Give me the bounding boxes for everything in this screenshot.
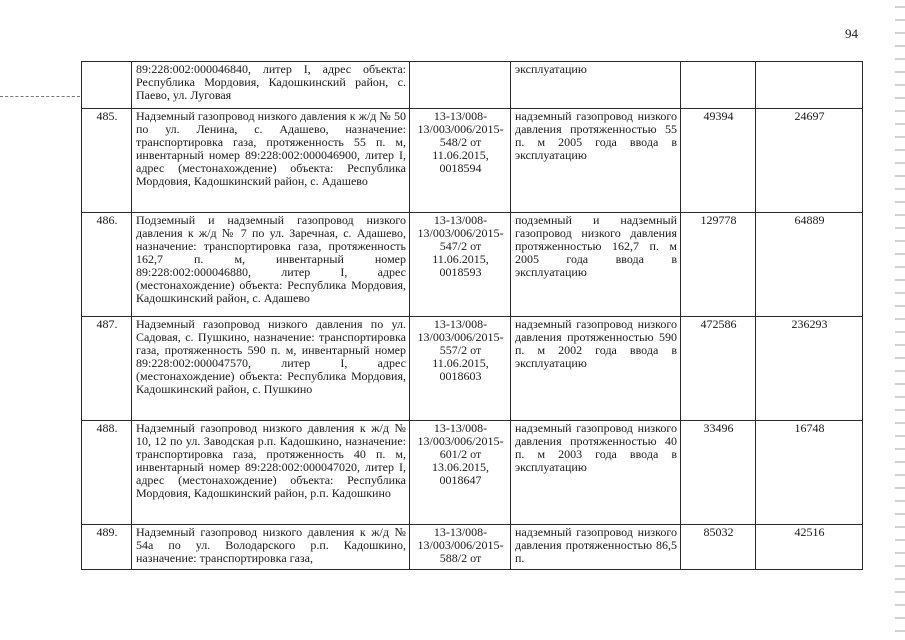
object-characteristics: подземный и надземный газопровод низкого давления протяженностью 162,7 п. м 2005 года ввода в эксплуатацию <box>511 213 681 317</box>
table-row <box>82 213 863 317</box>
table-row <box>82 62 863 109</box>
object-description: Надземный газопровод низкого давления к ж/д № 50 по ул. Ленина, с. Адашево, назначение: транспортировка газа, протяженность 55 п. м, инвентарный номер 89:228:002:000046900, литер I, адрес (местонахождение) объекта: Республика Мордовия, Кадошкинский район, с. Адашево <box>132 109 410 213</box>
registration-record <box>410 62 511 109</box>
object-characteristics: надземный газопровод низкого давления протяженностью 40 п. м 2003 года ввода в эксплуатацию <box>511 421 681 525</box>
value-1: 85032 <box>681 525 756 570</box>
table-row <box>82 317 863 421</box>
registration-record: 13-13/008-13/003/006/2015-547/2 от 11.06.2015, 0018593 <box>410 213 511 317</box>
value-1: 49394 <box>681 109 756 213</box>
registration-record: 13-13/008-13/003/006/2015-601/2 от 13.06.2015, 0018647 <box>410 421 511 525</box>
object-characteristics: надземный газопровод низкого давления протяженностью 590 п. м 2002 года ввода в эксплуатацию <box>511 317 681 421</box>
table-row <box>82 109 863 213</box>
value-2: 16748 <box>756 421 863 525</box>
table-row <box>82 421 863 525</box>
value-2: 236293 <box>756 317 863 421</box>
object-characteristics: эксплуатацию <box>511 62 681 109</box>
page-number: 94 <box>845 26 858 41</box>
object-characteristics: надземный газопровод низкого давления протяженностью 86,5 п. <box>511 525 681 570</box>
row-number: 487. <box>82 317 132 421</box>
object-characteristics: надземный газопровод низкого давления протяженностью 55 п. м 2005 года ввода в эксплуатацию <box>511 109 681 213</box>
scan-edge <box>895 0 905 640</box>
value-1: 472586 <box>681 317 756 421</box>
value-2 <box>756 62 863 109</box>
table-row <box>82 525 863 570</box>
registration-record: 13-13/008-13/003/006/2015-548/2 от 11.06.2015, 0018594 <box>410 109 511 213</box>
object-description: Надземный газопровод низкого давления к ж/д № 10, 12 по ул. Заводская р.п. Кадошкино, назначение: транспортировка газа, протяженность 40 п. м, инвентарный номер 89:228:002:000047020, литер I, адрес (местонахождение) объекта: Республика Мордовия, Кадошкинский район, р.п. Кадошкино <box>132 421 410 525</box>
value-1 <box>681 62 756 109</box>
value-2: 64889 <box>756 213 863 317</box>
row-number <box>82 62 132 109</box>
value-2: 24697 <box>756 109 863 213</box>
property-registry-table <box>81 61 863 570</box>
object-description: 89:228:002:000046840, литер I, адрес объекта: Республика Мордовия, Кадошкинский район, с. Паево, ул. Луговая <box>132 62 410 109</box>
value-1: 33496 <box>681 421 756 525</box>
row-number: 488. <box>82 421 132 525</box>
registration-record: 13-13/008-13/003/006/2015-557/2 от 11.06.2015, 0018603 <box>410 317 511 421</box>
object-description: Надземный газопровод низкого давления к ж/д № 54а по ул. Володарского р.п. Кадошкино, назначение: транспортировка газа, <box>132 525 410 570</box>
row-number: 486. <box>82 213 132 317</box>
row-number: 489. <box>82 525 132 570</box>
value-1: 129778 <box>681 213 756 317</box>
object-description: Надземный газопровод низкого давления по ул. Садовая, с. Пушкино, назначение: транспортировка газа, протяженность 590 п. м, инвентарный номер 89:228:002:000047570, литер I, адрес (местонахождение) объекта: Республика Мордовия, Кадошкинский район, с. Пушкино <box>132 317 410 421</box>
row-number: 485. <box>82 109 132 213</box>
scan-margin-line <box>0 96 80 97</box>
value-2: 42516 <box>756 525 863 570</box>
object-description: Подземный и надземный газопровод низкого давления к ж/д № 7 по ул. Заречная, с. Адашево, назначение: транспортировка газа, протяженность 162,7 п. м, инвентарный номер 89:228:002:000046880, литер I, адрес (местонахождение) объекта: Республика Мордовия, Кадошкинский район, с. Адашево <box>132 213 410 317</box>
registration-record: 13-13/008-13/003/006/2015-588/2 от <box>410 525 511 570</box>
